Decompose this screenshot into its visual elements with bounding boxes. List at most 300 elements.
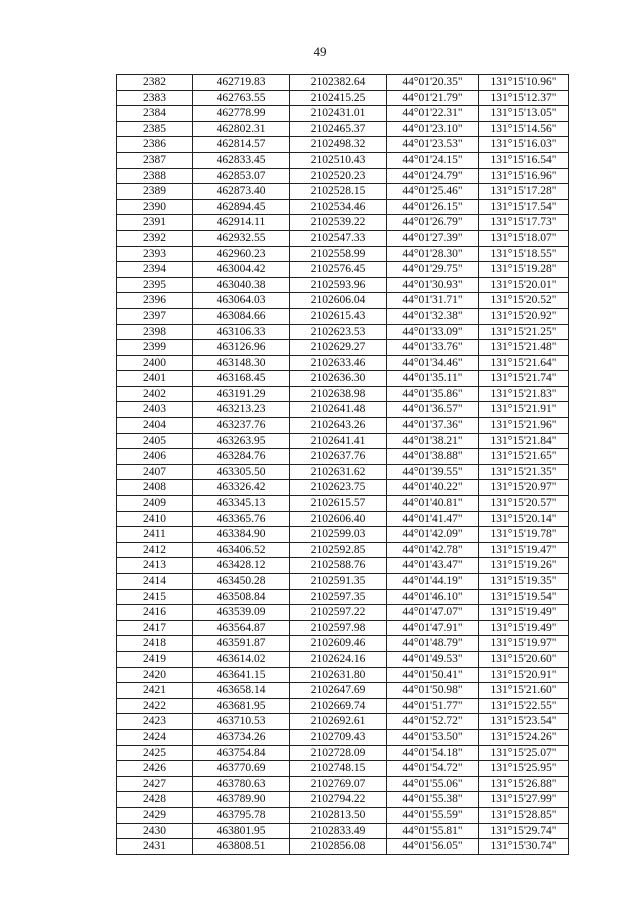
table-row	[117, 152, 569, 168]
table-row	[117, 402, 569, 418]
y-coordinate-cell: 2102643.26	[290, 418, 387, 434]
longitude-cell: 131°15'19.49"	[479, 605, 569, 621]
y-coordinate-cell: 2102528.15	[290, 184, 387, 200]
table-row	[117, 542, 569, 558]
point-number-cell: 2409	[117, 496, 193, 512]
table-row	[117, 371, 569, 387]
y-coordinate-cell: 2102534.46	[290, 199, 387, 215]
longitude-cell: 131°15'20.60"	[479, 651, 569, 667]
longitude-cell: 131°15'18.07"	[479, 230, 569, 246]
latitude-cell: 44°01'34.46"	[387, 355, 479, 371]
y-coordinate-cell: 2102647.69	[290, 683, 387, 699]
x-coordinate-cell: 463406.52	[193, 542, 290, 558]
table-row	[117, 121, 569, 137]
table-row	[117, 230, 569, 246]
table-row	[117, 496, 569, 512]
y-coordinate-cell: 2102597.98	[290, 620, 387, 636]
longitude-cell: 131°15'28.85"	[479, 807, 569, 823]
table-row	[117, 464, 569, 480]
table-row	[117, 792, 569, 808]
x-coordinate-cell: 463040.38	[193, 277, 290, 293]
latitude-cell: 44°01'43.47"	[387, 558, 479, 574]
x-coordinate-cell: 462778.99	[193, 106, 290, 122]
longitude-cell: 131°15'14.56"	[479, 121, 569, 137]
longitude-cell: 131°15'20.91"	[479, 667, 569, 683]
y-coordinate-cell: 2102833.49	[290, 823, 387, 839]
y-coordinate-cell: 2102593.96	[290, 277, 387, 293]
latitude-cell: 44°01'56.05"	[387, 839, 479, 855]
table-row	[117, 776, 569, 792]
point-number-cell: 2385	[117, 121, 193, 137]
longitude-cell: 131°15'19.78"	[479, 527, 569, 543]
longitude-cell: 131°15'21.25"	[479, 324, 569, 340]
point-number-cell: 2421	[117, 683, 193, 699]
table-row	[117, 636, 569, 652]
table-row	[117, 184, 569, 200]
x-coordinate-cell: 463801.95	[193, 823, 290, 839]
longitude-cell: 131°15'17.54"	[479, 199, 569, 215]
latitude-cell: 44°01'33.76"	[387, 340, 479, 356]
y-coordinate-cell: 2102465.37	[290, 121, 387, 137]
x-coordinate-cell: 463614.02	[193, 651, 290, 667]
x-coordinate-cell: 462802.31	[193, 121, 290, 137]
y-coordinate-cell: 2102606.40	[290, 511, 387, 527]
point-number-cell: 2417	[117, 620, 193, 636]
point-number-cell: 2431	[117, 839, 193, 855]
point-number-cell: 2412	[117, 542, 193, 558]
latitude-cell: 44°01'26.79"	[387, 215, 479, 231]
latitude-cell: 44°01'40.22"	[387, 480, 479, 496]
y-coordinate-cell: 2102592.85	[290, 542, 387, 558]
point-number-cell: 2407	[117, 464, 193, 480]
longitude-cell: 131°15'21.74"	[479, 371, 569, 387]
longitude-cell: 131°15'24.26"	[479, 729, 569, 745]
y-coordinate-cell: 2102813.50	[290, 807, 387, 823]
table-row	[117, 90, 569, 106]
table-row	[117, 308, 569, 324]
x-coordinate-cell: 463754.84	[193, 745, 290, 761]
table-row	[117, 620, 569, 636]
latitude-cell: 44°01'27.39"	[387, 230, 479, 246]
longitude-cell: 131°15'16.03"	[479, 137, 569, 153]
x-coordinate-cell: 463770.69	[193, 761, 290, 777]
x-coordinate-cell: 463564.87	[193, 620, 290, 636]
x-coordinate-cell: 463064.03	[193, 293, 290, 309]
x-coordinate-cell: 462719.83	[193, 75, 290, 91]
longitude-cell: 131°15'20.97"	[479, 480, 569, 496]
x-coordinate-cell: 463305.50	[193, 464, 290, 480]
latitude-cell: 44°01'54.18"	[387, 745, 479, 761]
point-number-cell: 2395	[117, 277, 193, 293]
x-coordinate-cell: 462763.55	[193, 90, 290, 106]
x-coordinate-cell: 463237.76	[193, 418, 290, 434]
y-coordinate-cell: 2102606.04	[290, 293, 387, 309]
x-coordinate-cell: 462873.40	[193, 184, 290, 200]
x-coordinate-cell: 463780.63	[193, 776, 290, 792]
y-coordinate-cell: 2102637.76	[290, 449, 387, 465]
y-coordinate-cell: 2102609.46	[290, 636, 387, 652]
longitude-cell: 131°15'20.01"	[479, 277, 569, 293]
latitude-cell: 44°01'37.36"	[387, 418, 479, 434]
table-row	[117, 558, 569, 574]
y-coordinate-cell: 2102633.46	[290, 355, 387, 371]
latitude-cell: 44°01'49.53"	[387, 651, 479, 667]
x-coordinate-cell: 463365.76	[193, 511, 290, 527]
longitude-cell: 131°15'21.64"	[479, 355, 569, 371]
latitude-cell: 44°01'44.19"	[387, 574, 479, 590]
table-row	[117, 324, 569, 340]
point-number-cell: 2422	[117, 698, 193, 714]
table-row	[117, 698, 569, 714]
latitude-cell: 44°01'20.35"	[387, 75, 479, 91]
latitude-cell: 44°01'35.86"	[387, 386, 479, 402]
y-coordinate-cell: 2102415.25	[290, 90, 387, 106]
y-coordinate-cell: 2102520.23	[290, 168, 387, 184]
table-row	[117, 215, 569, 231]
x-coordinate-cell: 462814.57	[193, 137, 290, 153]
point-number-cell: 2423	[117, 714, 193, 730]
longitude-cell: 131°15'21.91"	[479, 402, 569, 418]
table-row	[117, 262, 569, 278]
point-number-cell: 2388	[117, 168, 193, 184]
latitude-cell: 44°01'42.78"	[387, 542, 479, 558]
latitude-cell: 44°01'31.71"	[387, 293, 479, 309]
point-number-cell: 2418	[117, 636, 193, 652]
y-coordinate-cell: 2102638.98	[290, 386, 387, 402]
x-coordinate-cell: 463428.12	[193, 558, 290, 574]
x-coordinate-cell: 463084.66	[193, 308, 290, 324]
latitude-cell: 44°01'38.88"	[387, 449, 479, 465]
y-coordinate-cell: 2102856.08	[290, 839, 387, 855]
point-number-cell: 2419	[117, 651, 193, 667]
x-coordinate-cell: 463808.51	[193, 839, 290, 855]
y-coordinate-cell: 2102624.16	[290, 651, 387, 667]
y-coordinate-cell: 2102709.43	[290, 729, 387, 745]
point-number-cell: 2405	[117, 433, 193, 449]
longitude-cell: 131°15'13.05"	[479, 106, 569, 122]
x-coordinate-cell: 462932.55	[193, 230, 290, 246]
table-row	[117, 807, 569, 823]
longitude-cell: 131°15'21.35"	[479, 464, 569, 480]
longitude-cell: 131°15'21.96"	[479, 418, 569, 434]
x-coordinate-cell: 462853.07	[193, 168, 290, 184]
latitude-cell: 44°01'40.81"	[387, 496, 479, 512]
latitude-cell: 44°01'42.09"	[387, 527, 479, 543]
table-row	[117, 293, 569, 309]
table-row	[117, 605, 569, 621]
longitude-cell: 131°15'21.65"	[479, 449, 569, 465]
table-row	[117, 527, 569, 543]
point-number-cell: 2426	[117, 761, 193, 777]
table-row	[117, 745, 569, 761]
longitude-cell: 131°15'26.88"	[479, 776, 569, 792]
latitude-cell: 44°01'28.30"	[387, 246, 479, 262]
y-coordinate-cell: 2102669.74	[290, 698, 387, 714]
latitude-cell: 44°01'23.10"	[387, 121, 479, 137]
latitude-cell: 44°01'55.06"	[387, 776, 479, 792]
x-coordinate-cell: 463734.26	[193, 729, 290, 745]
point-number-cell: 2397	[117, 308, 193, 324]
point-number-cell: 2413	[117, 558, 193, 574]
point-number-cell: 2415	[117, 589, 193, 605]
y-coordinate-cell: 2102623.53	[290, 324, 387, 340]
page-number: 49	[313, 44, 327, 59]
x-coordinate-cell: 463263.95	[193, 433, 290, 449]
latitude-cell: 44°01'24.79"	[387, 168, 479, 184]
point-number-cell: 2402	[117, 386, 193, 402]
x-coordinate-cell: 462833.45	[193, 152, 290, 168]
longitude-cell: 131°15'12.37"	[479, 90, 569, 106]
latitude-cell: 44°01'48.79"	[387, 636, 479, 652]
longitude-cell: 131°15'16.96"	[479, 168, 569, 184]
table-row	[117, 651, 569, 667]
point-number-cell: 2410	[117, 511, 193, 527]
latitude-cell: 44°01'53.50"	[387, 729, 479, 745]
table-row	[117, 574, 569, 590]
y-coordinate-cell: 2102631.62	[290, 464, 387, 480]
table-row	[117, 418, 569, 434]
table-row	[117, 277, 569, 293]
y-coordinate-cell: 2102576.45	[290, 262, 387, 278]
table-row	[117, 729, 569, 745]
x-coordinate-cell: 463326.42	[193, 480, 290, 496]
point-number-cell: 2384	[117, 106, 193, 122]
latitude-cell: 44°01'24.15"	[387, 152, 479, 168]
longitude-cell: 131°15'21.48"	[479, 340, 569, 356]
latitude-cell: 44°01'30.93"	[387, 277, 479, 293]
y-coordinate-cell: 2102597.35	[290, 589, 387, 605]
y-coordinate-cell: 2102641.48	[290, 402, 387, 418]
longitude-cell: 131°15'21.60"	[479, 683, 569, 699]
y-coordinate-cell: 2102629.27	[290, 340, 387, 356]
point-number-cell: 2403	[117, 402, 193, 418]
point-number-cell: 2386	[117, 137, 193, 153]
latitude-cell: 44°01'47.91"	[387, 620, 479, 636]
y-coordinate-cell: 2102382.64	[290, 75, 387, 91]
latitude-cell: 44°01'29.75"	[387, 262, 479, 278]
point-number-cell: 2393	[117, 246, 193, 262]
latitude-cell: 44°01'35.11"	[387, 371, 479, 387]
table-row	[117, 168, 569, 184]
longitude-cell: 131°15'20.52"	[479, 293, 569, 309]
latitude-cell: 44°01'41.47"	[387, 511, 479, 527]
x-coordinate-cell: 462894.45	[193, 199, 290, 215]
y-coordinate-cell: 2102794.22	[290, 792, 387, 808]
longitude-cell: 131°15'19.26"	[479, 558, 569, 574]
table-row	[117, 355, 569, 371]
longitude-cell: 131°15'20.57"	[479, 496, 569, 512]
latitude-cell: 44°01'52.72"	[387, 714, 479, 730]
x-coordinate-cell: 463284.76	[193, 449, 290, 465]
x-coordinate-cell: 463710.53	[193, 714, 290, 730]
y-coordinate-cell: 2102636.30	[290, 371, 387, 387]
x-coordinate-cell: 463345.13	[193, 496, 290, 512]
table-row	[117, 246, 569, 262]
point-number-cell: 2401	[117, 371, 193, 387]
table-row	[117, 106, 569, 122]
latitude-cell: 44°01'54.72"	[387, 761, 479, 777]
longitude-cell: 131°15'19.28"	[479, 262, 569, 278]
point-number-cell: 2427	[117, 776, 193, 792]
point-number-cell: 2430	[117, 823, 193, 839]
latitude-cell: 44°01'50.41"	[387, 667, 479, 683]
point-number-cell: 2396	[117, 293, 193, 309]
y-coordinate-cell: 2102615.57	[290, 496, 387, 512]
table-row	[117, 449, 569, 465]
latitude-cell: 44°01'22.31"	[387, 106, 479, 122]
y-coordinate-cell: 2102748.15	[290, 761, 387, 777]
y-coordinate-cell: 2102641.41	[290, 433, 387, 449]
y-coordinate-cell: 2102588.76	[290, 558, 387, 574]
y-coordinate-cell: 2102591.35	[290, 574, 387, 590]
longitude-cell: 131°15'19.97"	[479, 636, 569, 652]
point-number-cell: 2411	[117, 527, 193, 543]
point-number-cell: 2420	[117, 667, 193, 683]
y-coordinate-cell: 2102558.99	[290, 246, 387, 262]
latitude-cell: 44°01'55.81"	[387, 823, 479, 839]
y-coordinate-cell: 2102769.07	[290, 776, 387, 792]
longitude-cell: 131°15'21.83"	[479, 386, 569, 402]
point-number-cell: 2428	[117, 792, 193, 808]
x-coordinate-cell: 463106.33	[193, 324, 290, 340]
latitude-cell: 44°01'51.77"	[387, 698, 479, 714]
point-number-cell: 2389	[117, 184, 193, 200]
longitude-cell: 131°15'10.96"	[479, 75, 569, 91]
longitude-cell: 131°15'17.28"	[479, 184, 569, 200]
y-coordinate-cell: 2102498.32	[290, 137, 387, 153]
latitude-cell: 44°01'21.79"	[387, 90, 479, 106]
y-coordinate-cell: 2102510.43	[290, 152, 387, 168]
table-row	[117, 714, 569, 730]
y-coordinate-cell: 2102623.75	[290, 480, 387, 496]
point-number-cell: 2400	[117, 355, 193, 371]
x-coordinate-cell: 463539.09	[193, 605, 290, 621]
point-number-cell: 2382	[117, 75, 193, 91]
longitude-cell: 131°15'21.84"	[479, 433, 569, 449]
x-coordinate-cell: 462960.23	[193, 246, 290, 262]
point-number-cell: 2390	[117, 199, 193, 215]
point-number-cell: 2399	[117, 340, 193, 356]
x-coordinate-cell: 463641.15	[193, 667, 290, 683]
longitude-cell: 131°15'19.49"	[479, 620, 569, 636]
y-coordinate-cell: 2102547.33	[290, 230, 387, 246]
latitude-cell: 44°01'33.09"	[387, 324, 479, 340]
table-row	[117, 839, 569, 855]
point-number-cell: 2416	[117, 605, 193, 621]
x-coordinate-cell: 463795.78	[193, 807, 290, 823]
longitude-cell: 131°15'19.47"	[479, 542, 569, 558]
latitude-cell: 44°01'46.10"	[387, 589, 479, 605]
point-number-cell: 2429	[117, 807, 193, 823]
latitude-cell: 44°01'47.07"	[387, 605, 479, 621]
table-row	[117, 823, 569, 839]
x-coordinate-cell: 463508.84	[193, 589, 290, 605]
y-coordinate-cell: 2102431.01	[290, 106, 387, 122]
latitude-cell: 44°01'32.38"	[387, 308, 479, 324]
table-row	[117, 137, 569, 153]
point-number-cell: 2414	[117, 574, 193, 590]
latitude-cell: 44°01'25.46"	[387, 184, 479, 200]
longitude-cell: 131°15'25.95"	[479, 761, 569, 777]
latitude-cell: 44°01'55.38"	[387, 792, 479, 808]
x-coordinate-cell: 463658.14	[193, 683, 290, 699]
x-coordinate-cell: 463681.95	[193, 698, 290, 714]
longitude-cell: 131°15'19.54"	[479, 589, 569, 605]
point-number-cell: 2394	[117, 262, 193, 278]
latitude-cell: 44°01'26.15"	[387, 199, 479, 215]
point-number-cell: 2424	[117, 729, 193, 745]
point-number-cell: 2383	[117, 90, 193, 106]
y-coordinate-cell: 2102692.61	[290, 714, 387, 730]
longitude-cell: 131°15'30.74"	[479, 839, 569, 855]
longitude-cell: 131°15'19.35"	[479, 574, 569, 590]
point-number-cell: 2392	[117, 230, 193, 246]
table-row	[117, 480, 569, 496]
x-coordinate-cell: 463789.90	[193, 792, 290, 808]
longitude-cell: 131°15'22.55"	[479, 698, 569, 714]
table-row	[117, 511, 569, 527]
latitude-cell: 44°01'50.98"	[387, 683, 479, 699]
table-row	[117, 386, 569, 402]
latitude-cell: 44°01'36.57"	[387, 402, 479, 418]
point-number-cell: 2406	[117, 449, 193, 465]
longitude-cell: 131°15'29.74"	[479, 823, 569, 839]
point-number-cell: 2408	[117, 480, 193, 496]
point-number-cell: 2398	[117, 324, 193, 340]
y-coordinate-cell: 2102728.09	[290, 745, 387, 761]
y-coordinate-cell: 2102597.22	[290, 605, 387, 621]
table-row	[117, 433, 569, 449]
latitude-cell: 44°01'38.21"	[387, 433, 479, 449]
x-coordinate-cell: 463148.30	[193, 355, 290, 371]
x-coordinate-cell: 463126.96	[193, 340, 290, 356]
y-coordinate-cell: 2102599.03	[290, 527, 387, 543]
latitude-cell: 44°01'23.53"	[387, 137, 479, 153]
x-coordinate-cell: 463191.29	[193, 386, 290, 402]
x-coordinate-cell: 463168.45	[193, 371, 290, 387]
longitude-cell: 131°15'25.07"	[479, 745, 569, 761]
table-row	[117, 199, 569, 215]
x-coordinate-cell: 463213.23	[193, 402, 290, 418]
longitude-cell: 131°15'27.99"	[479, 792, 569, 808]
y-coordinate-cell: 2102539.22	[290, 215, 387, 231]
longitude-cell: 131°15'23.54"	[479, 714, 569, 730]
x-coordinate-cell: 463384.90	[193, 527, 290, 543]
y-coordinate-cell: 2102615.43	[290, 308, 387, 324]
point-number-cell: 2391	[117, 215, 193, 231]
latitude-cell: 44°01'55.59"	[387, 807, 479, 823]
longitude-cell: 131°15'18.55"	[479, 246, 569, 262]
longitude-cell: 131°15'17.73"	[479, 215, 569, 231]
coordinates-table	[116, 74, 569, 855]
table-row	[117, 667, 569, 683]
table-row	[117, 589, 569, 605]
table-row	[117, 75, 569, 91]
x-coordinate-cell: 462914.11	[193, 215, 290, 231]
longitude-cell: 131°15'20.92"	[479, 308, 569, 324]
coordinates-table-body	[117, 75, 569, 855]
longitude-cell: 131°15'16.54"	[479, 152, 569, 168]
y-coordinate-cell: 2102631.80	[290, 667, 387, 683]
x-coordinate-cell: 463591.87	[193, 636, 290, 652]
point-number-cell: 2404	[117, 418, 193, 434]
latitude-cell: 44°01'39.55"	[387, 464, 479, 480]
table-row	[117, 340, 569, 356]
point-number-cell: 2425	[117, 745, 193, 761]
point-number-cell: 2387	[117, 152, 193, 168]
x-coordinate-cell: 463004.42	[193, 262, 290, 278]
longitude-cell: 131°15'20.14"	[479, 511, 569, 527]
